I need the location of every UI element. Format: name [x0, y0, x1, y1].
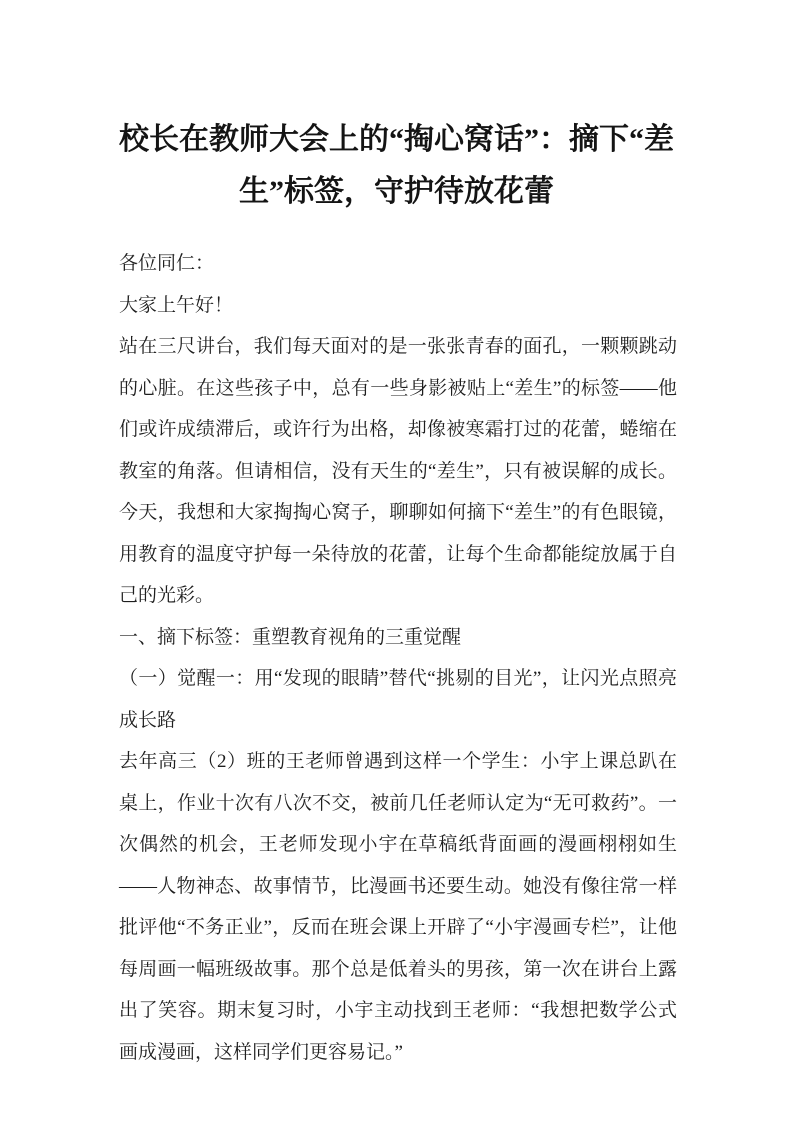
paragraph-greeting: 大家上午好！ [119, 294, 234, 316]
paragraph-story-xiaoyu: 去年高三（2）班的王老师曾遇到这样一个学生：小宇上课总趴在桌上，作业十次有八次不交，被前几任老师认定为“无可救药”。一次偶然的机会，王老师发现小宇在草稿纸背面画的漫画栩栩如生——人物神态、故事情节，比漫画书还要生动。她没有像往常一样批评他“不务正业”，反而在班会课上开辟了“小宇漫画专栏”，让他每周画一幅班级故事。那个总是低着头的男孩，第一次在讲台上露出了笑容。期末复习时，小宇主动找到王老师：“我想把数学公式画成漫画，这样同学们更容易记。” [119, 751, 677, 1063]
paragraph-opening: 站在三尺讲台，我们每天面对的是一张张青春的面孔，一颗颗跳动的心脏。在这些孩子中，总有一些身影被贴上“差生”的标签——他们或许成绩滞后，或许行为出格，却像被寒霜打过的花蕾，蜷缩在教室的角落。但请相信，没有天生的“差生”，只有被误解的成长。今天，我想和大家掏掏心窝子，聊聊如何摘下“差生”的有色眼镜，用教育的温度守护每一朵待放的花蕾，让每个生命都能绽放属于自己的光彩。 [119, 336, 677, 606]
document-body [119, 243, 677, 1073]
document-title: 校长在教师大会上的“掏心窝话”：摘下“差生”标签，守护待放花蕾 [119, 123, 674, 208]
heading-section-one: 一、摘下标签：重塑教育视角的三重觉醒 [119, 626, 462, 648]
heading-awakening-one: （一）觉醒一：用“发现的眼睛”替代“挑剔的目光”，让闪光点照亮成长路 [119, 668, 677, 731]
paragraph-salutation: 各位同仁： [119, 253, 215, 274]
